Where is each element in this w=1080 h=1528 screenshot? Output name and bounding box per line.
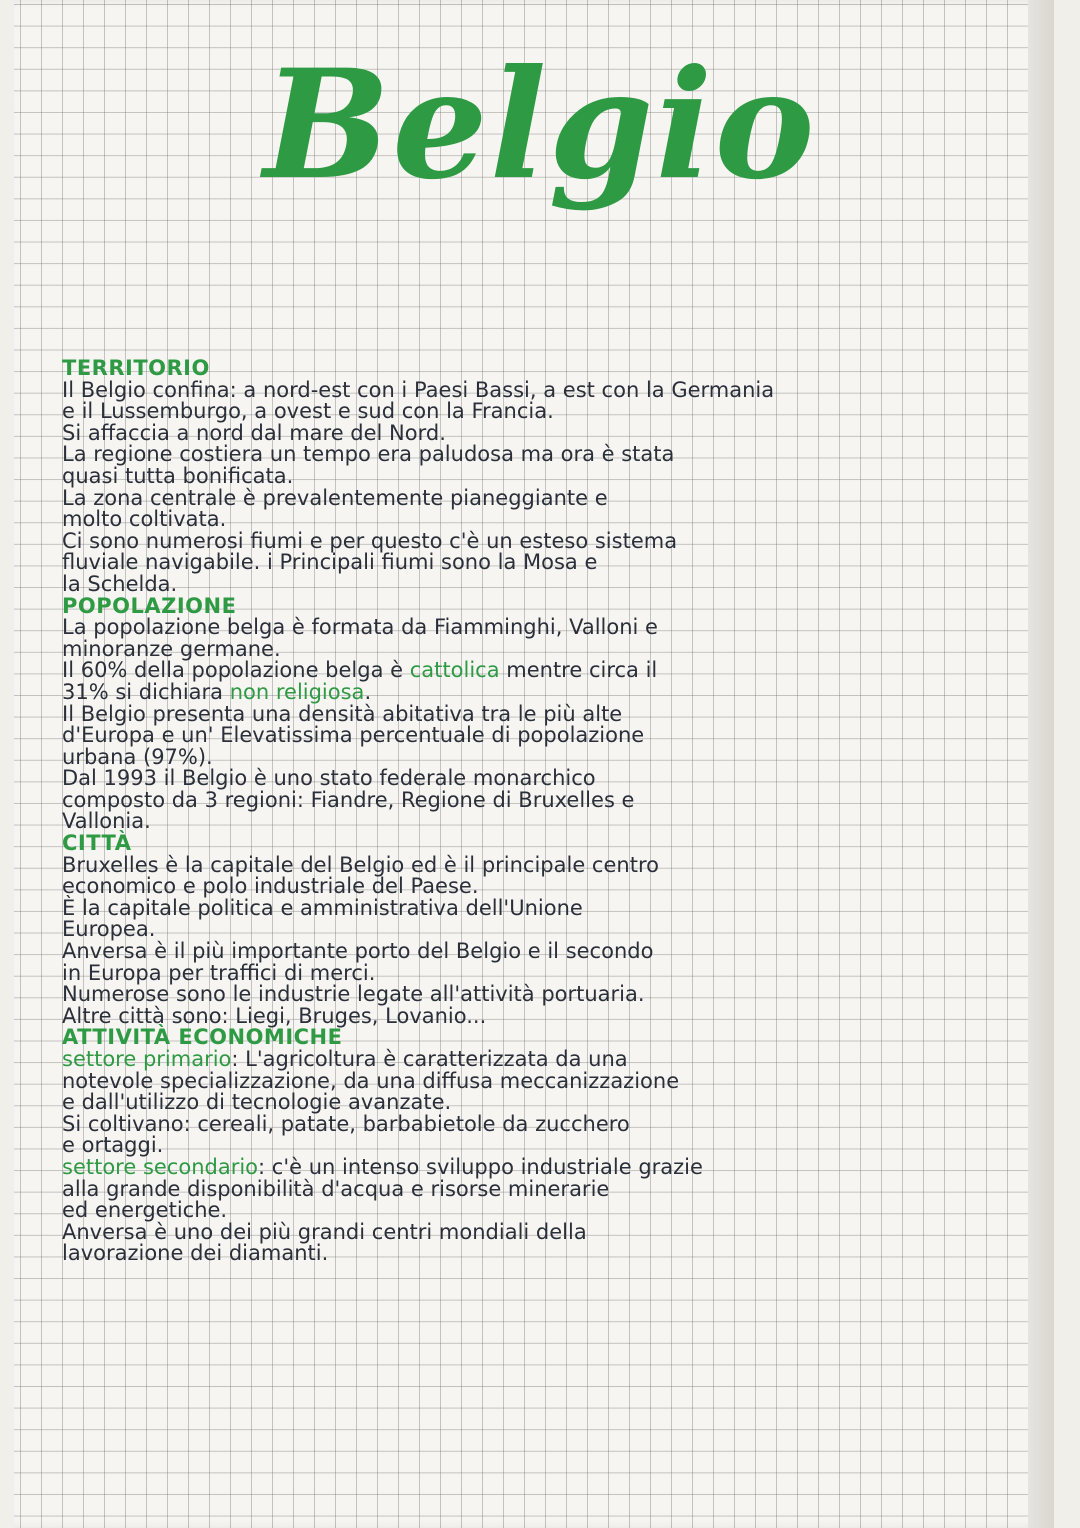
text-segment: : L'agricoltura è caratterizzata da una [231, 1047, 628, 1071]
text-line: la Schelda. [62, 571, 178, 596]
text-line: e ortaggi. [62, 1133, 164, 1158]
section-citta [62, 833, 1022, 1027]
text-line [62, 1154, 1022, 1179]
text-line: fluviale navigabile. i Principali fiumi sono la Mosa e [62, 550, 598, 575]
text-line: Dal 1993 il Belgio è uno stato federale monarchico [62, 766, 596, 791]
text-line: Bruxelles è la capitale del Belgio ed è il principale centro [62, 852, 659, 877]
page-binding-edge [1028, 0, 1054, 1528]
text-line: Si affaccia a nord dal mare del Nord. [62, 420, 446, 445]
text-line: Altre città sono: Liegi, Bruges, Lovanio... [62, 1003, 487, 1028]
text-segment: 31% si dichiara [62, 679, 230, 704]
text-segment: mentre circa il [499, 658, 658, 683]
text-line: È la capitale politica e amministrativa dell'Unione [62, 895, 583, 920]
text-line: composto da 3 regioni: Fiandre, Regione di Bruxelles e [62, 787, 635, 812]
text-line: economico e polo industriale del Paese. [62, 874, 479, 899]
text-line: La regione costiera un tempo era paludosa ma ora è stata [62, 442, 675, 467]
text-segment: Il 60% della popolazione belga è [62, 658, 410, 683]
text-line: molto coltivata. [62, 507, 227, 532]
text-line: e dall'utilizzo di tecnologie avanzate. [62, 1090, 452, 1115]
highlight-non-religiosa: non religiosa [229, 679, 365, 704]
text-line: La popolazione belga è formata da Fiamminghi, Valloni e [62, 615, 658, 640]
highlight-cattolica: cattolica [409, 658, 500, 683]
text-line: Si coltivano: cereali, patate, barbabietole da zucchero [62, 1111, 630, 1136]
text-line: Il Belgio confina: a nord-est con i Paesi Bassi, a est con la Germania [62, 377, 775, 402]
text-line: e il Lussemburgo, a ovest e sud con la Francia. [62, 399, 554, 424]
text-line: Vallonia. [62, 809, 151, 834]
text-line: Ci sono numerosi fiumi e per questo c'è un esteso sistema [62, 528, 678, 553]
section-heading: ATTIVITÀ ECONOMICHE [62, 1025, 343, 1050]
text-line: Anversa è uno dei più grandi centri mondiali della [62, 1219, 587, 1244]
text-line: d'Europa e un' Elevatissima percentuale di popolazione [62, 723, 645, 748]
section-attivita-economiche [62, 1027, 1022, 1265]
text-line: Il Belgio presenta una densità abitativa tra le più alte [62, 701, 623, 726]
text-line: notevole specializzazione, da una diffusa meccanizzazione [62, 1068, 680, 1093]
text-line: quasi tutta bonificata. [62, 463, 294, 488]
text-line: lavorazione dei diamanti. [62, 1241, 329, 1266]
text-line: in Europa per traffici di merci. [62, 960, 376, 985]
text-line: alla grande disponibilità d'acqua e risorse minerarie [62, 1176, 610, 1201]
text-line [62, 660, 1022, 682]
text-segment: : c'è un intenso sviluppo industriale grazie [258, 1154, 703, 1179]
text-line: ed energetiche. [62, 1198, 228, 1223]
section-heading: CITTÀ [62, 831, 132, 856]
text-line [62, 1049, 1022, 1071]
section-heading: POPOLAZIONE [62, 593, 237, 618]
text-line: urbana (97%). [62, 744, 213, 769]
text-line: Anversa è il più importante porto del Belgio e il secondo [62, 939, 654, 964]
notes-body [62, 358, 1022, 1265]
page-title: Belgio [263, 37, 817, 213]
text-segment: . [364, 679, 372, 704]
text-line: Numerose sono le industrie legate all'attività portuaria. [62, 982, 645, 1007]
text-line [62, 679, 1022, 704]
sector-label: settore primario [62, 1047, 232, 1071]
text-line: minoranze germane. [62, 636, 281, 661]
text-line: Europea. [62, 917, 156, 942]
section-heading: TERRITORIO [62, 356, 210, 380]
section-territorio [62, 358, 1022, 596]
sector-label: settore secondario [62, 1154, 259, 1179]
section-popolazione [62, 593, 1022, 834]
text-line: La zona centrale è prevalentemente pianeggiante e [62, 485, 608, 510]
